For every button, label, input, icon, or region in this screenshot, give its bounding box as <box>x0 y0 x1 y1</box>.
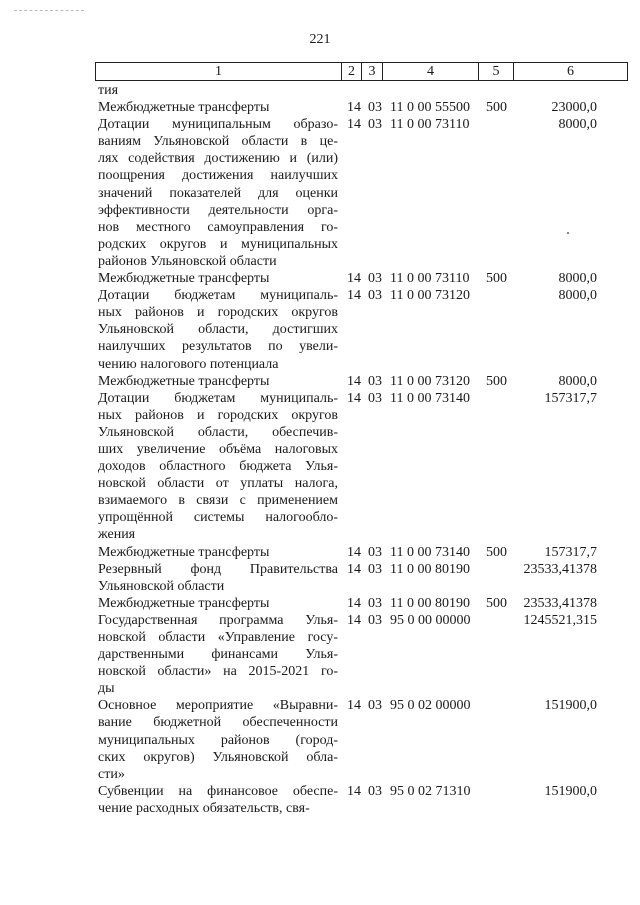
header-col-3: 3 <box>362 63 383 81</box>
description-line: Дотации бюджетам муниципаль- <box>98 288 338 304</box>
cell-c6: 8000,0 <box>558 271 597 287</box>
cell-c3: 03 <box>368 561 382 577</box>
description-line: новской области» на 2015-2021 го- <box>98 664 338 680</box>
header-col-4: 4 <box>383 63 479 81</box>
table-row <box>0 270 640 287</box>
description-line: ших увеличение объёма налоговых <box>98 441 338 457</box>
row-description <box>98 612 338 697</box>
row-description <box>98 373 338 390</box>
description-line: жения <box>98 527 136 543</box>
header-col-1: 1 <box>96 63 342 81</box>
description-line: лях содействия достижению и (или) <box>98 151 338 167</box>
description-line: родских округов и муниципальных <box>98 236 338 252</box>
cell-c2: 14 <box>347 390 361 406</box>
scan-dot <box>567 232 569 234</box>
header-col-5: 5 <box>479 63 514 81</box>
description-line: Ульяновской области, обеспечив- <box>98 424 338 440</box>
description-line: районов Ульяновской области <box>98 253 277 269</box>
cell-c2: 14 <box>347 544 361 560</box>
cell-c4: 11 0 00 73110 <box>390 117 470 133</box>
row-description <box>98 544 338 561</box>
cell-c2: 14 <box>347 288 361 304</box>
description-line: ных районов и городских округов <box>98 305 338 321</box>
row-description <box>98 82 338 99</box>
cell-c2: 14 <box>347 561 361 577</box>
cell-c6: 151900,0 <box>544 698 597 714</box>
description-line: чению налогового потенциала <box>98 356 279 372</box>
description-line: чение расходных обязательств, свя- <box>98 800 310 816</box>
cell-c2: 14 <box>347 100 361 116</box>
cell-c3: 03 <box>368 783 382 799</box>
table-row <box>0 82 640 99</box>
table-row <box>0 390 640 544</box>
cell-c2: 14 <box>347 698 361 714</box>
cell-c4: 11 0 00 73140 <box>390 544 470 560</box>
cell-c2: 14 <box>347 595 361 611</box>
cell-c2: 14 <box>347 612 361 628</box>
row-description <box>98 390 338 544</box>
row-description <box>98 270 338 287</box>
cell-c2: 14 <box>347 117 361 133</box>
cell-c4: 11 0 00 80190 <box>390 561 470 577</box>
row-description <box>98 697 338 782</box>
description-line: муниципальных районов (город- <box>98 732 338 748</box>
table-row <box>0 99 640 116</box>
cell-c6: 8000,0 <box>558 373 597 389</box>
header-col-2: 2 <box>342 63 362 81</box>
cell-c6: 8000,0 <box>558 288 597 304</box>
cell-c6: 1245521,315 <box>523 612 597 628</box>
table-row <box>0 287 640 372</box>
cell-c6: 151900,0 <box>544 783 597 799</box>
cell-c4: 95 0 02 71310 <box>390 783 471 799</box>
description-line: поощрения достижения наилучших <box>98 168 338 184</box>
description-line: взимаемого в связи с применением <box>98 493 338 509</box>
cell-c3: 03 <box>368 698 382 714</box>
description-line: доходов областного бюджета Улья- <box>98 459 338 475</box>
cell-c4: 11 0 00 73120 <box>390 373 470 389</box>
cell-c3: 03 <box>368 612 382 628</box>
cell-c2: 14 <box>347 271 361 287</box>
cell-c2: 14 <box>347 373 361 389</box>
description-line: ваниям Ульяновской области в це- <box>98 134 338 150</box>
description-line: Межбюджетные трансферты <box>98 271 270 287</box>
cell-c4: 95 0 02 00000 <box>390 698 471 714</box>
cell-c5: 500 <box>486 595 507 611</box>
description-line: Межбюджетные трансферты <box>98 373 270 389</box>
cell-c6: 157317,7 <box>544 544 597 560</box>
cell-c6: 23533,41378 <box>523 595 597 611</box>
cell-c6: 8000,0 <box>558 117 597 133</box>
cell-c3: 03 <box>368 288 382 304</box>
description-line: Межбюджетные трансферты <box>98 595 270 611</box>
description-line: эффективности деятельности орга- <box>98 202 338 218</box>
table-row <box>0 595 640 612</box>
description-line: Межбюджетные трансферты <box>98 100 270 116</box>
description-line: Ульяновской области <box>98 578 225 594</box>
column-header-table <box>95 62 628 81</box>
description-line: ских округов) Ульяновской обла- <box>98 749 338 765</box>
description-line: Резервный фонд Правительства <box>98 561 338 577</box>
cell-c2: 14 <box>347 783 361 799</box>
cell-c3: 03 <box>368 373 382 389</box>
description-line: Государственная программа Улья- <box>98 612 338 628</box>
cell-c4: 11 0 00 55500 <box>390 100 470 116</box>
header-col-6: 6 <box>514 63 628 81</box>
cell-c3: 03 <box>368 271 382 287</box>
description-line: Дотации бюджетам муниципаль- <box>98 390 338 406</box>
description-line: новской области «Управление госу- <box>98 630 338 645</box>
description-line: Ульяновской области, достигших <box>98 322 338 338</box>
cell-c3: 03 <box>368 595 382 611</box>
row-description <box>98 287 338 372</box>
cell-c4: 11 0 00 73140 <box>390 390 470 406</box>
description-line: новской области от уплаты налога, <box>98 476 338 492</box>
row-description <box>98 116 338 270</box>
row-description <box>98 561 338 595</box>
budget-table-body <box>0 82 640 817</box>
cell-c4: 95 0 00 00000 <box>390 612 471 628</box>
description-line: тия <box>98 83 119 98</box>
description-line: упрощённой системы налогообло- <box>98 510 338 526</box>
table-row <box>0 116 640 270</box>
table-row <box>0 697 640 782</box>
table-row <box>0 612 640 697</box>
table-row <box>0 783 640 817</box>
table-row <box>0 561 640 595</box>
cell-c5: 500 <box>486 373 507 389</box>
description-line: нов местного самоуправления го- <box>98 219 338 235</box>
cell-c6: 23533,41378 <box>523 561 597 577</box>
description-line: ных районов и городских округов <box>98 407 338 423</box>
description-line: Межбюджетные трансферты <box>98 544 270 560</box>
cell-c5: 500 <box>486 544 507 560</box>
cell-c4: 11 0 00 73120 <box>390 288 470 304</box>
cell-c4: 11 0 00 73110 <box>390 271 470 287</box>
description-line: вание бюджетной обеспеченности <box>98 715 338 731</box>
row-description <box>98 99 338 116</box>
description-line: дарственными финансами Улья- <box>98 647 338 663</box>
cell-c4: 11 0 00 80190 <box>390 595 470 611</box>
description-line: значений показателей для оценки <box>98 185 338 201</box>
cell-c3: 03 <box>368 117 382 133</box>
cell-c6: 157317,7 <box>544 390 597 406</box>
table-row <box>0 544 640 561</box>
cell-c5: 500 <box>486 271 507 287</box>
description-line: наилучших результатов по увели- <box>98 339 338 355</box>
cell-c6: 23000,0 <box>551 100 597 116</box>
description-line: Основное мероприятие «Выравни- <box>98 698 338 714</box>
table-row <box>0 373 640 390</box>
description-line: Дотации муниципальным образо- <box>98 117 338 133</box>
row-description <box>98 595 338 612</box>
scan-edge-mark <box>14 10 84 11</box>
description-line: ды <box>98 681 115 697</box>
description-line: Субвенции на финансовое обеспе- <box>98 783 338 799</box>
cell-c3: 03 <box>368 100 382 116</box>
cell-c3: 03 <box>368 390 382 406</box>
cell-c5: 500 <box>486 100 507 116</box>
page-number: 221 <box>309 32 331 47</box>
cell-c3: 03 <box>368 544 382 560</box>
description-line: сти» <box>98 766 125 782</box>
row-description <box>98 783 338 817</box>
